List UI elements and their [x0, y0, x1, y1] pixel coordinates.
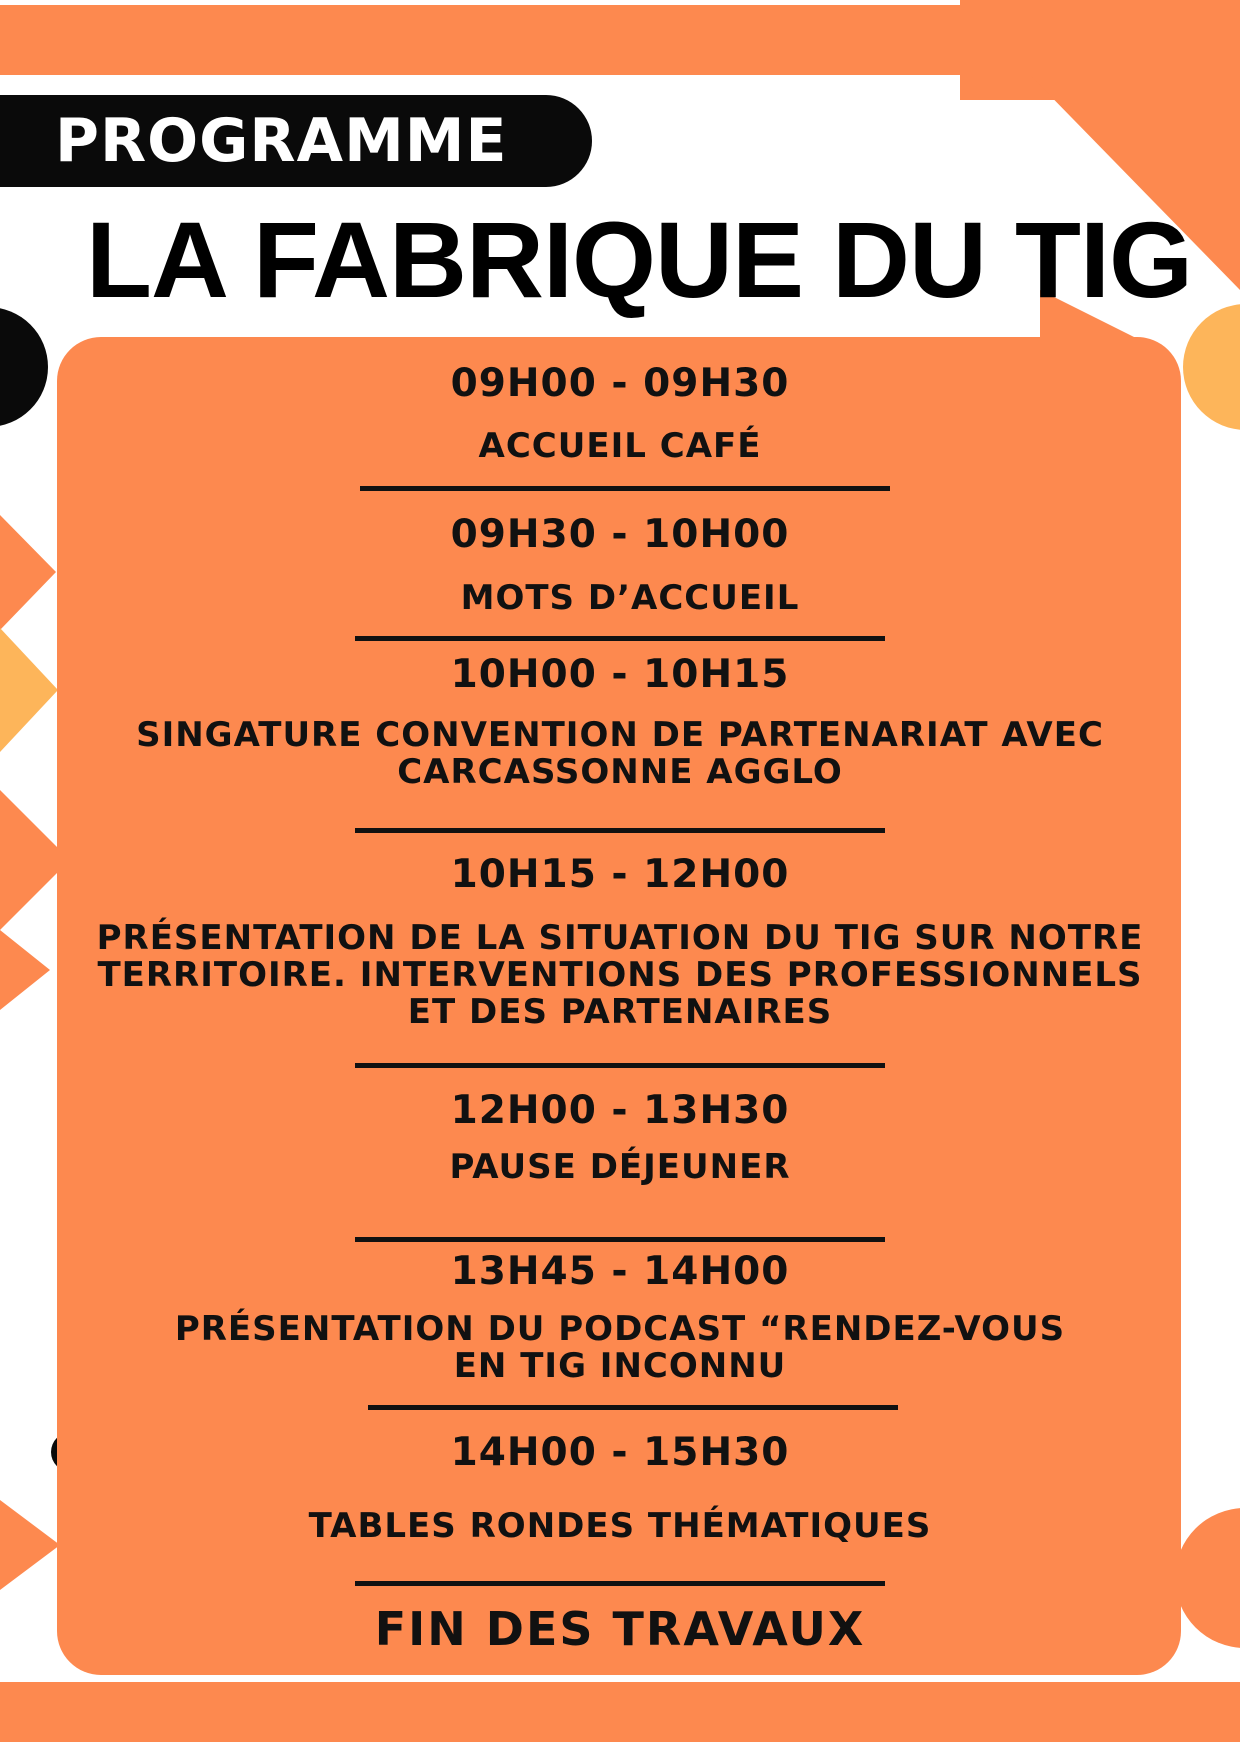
bottom-band	[0, 1682, 1240, 1742]
slot-4-time: 10H15 - 12H00	[450, 852, 790, 897]
slot-3-time: 10H00 - 10H15	[450, 652, 790, 697]
badge-text: PROGRAMME	[55, 106, 508, 176]
slot-6-activity-line-2: EN TIG INCONNU	[453, 1346, 787, 1386]
end-of-work: FIN DES TRAVAUX	[374, 1602, 866, 1656]
slot-4-activity-line-1: PRÉSENTATION DE LA SITUATION DU TIG SUR NOTRE	[96, 918, 1144, 958]
divider-5	[355, 1237, 885, 1242]
divider-1	[360, 486, 890, 491]
slot-4-activity-line-3: ET DES PARTENAIRES	[407, 992, 833, 1032]
slot-2-activity: MOTS D’ACCUEIL	[460, 578, 800, 618]
slot-5-time: 12H00 - 13H30	[450, 1088, 790, 1133]
slot-6-time: 13H45 - 14H00	[450, 1249, 790, 1294]
divider-6	[368, 1405, 898, 1410]
divider-4	[355, 1063, 885, 1068]
slot-4-activity-line-2: TERRITOIRE. INTERVENTIONS DES PROFESSIONNELS	[97, 955, 1143, 995]
slot-1-time: 09H00 - 09H30	[450, 361, 790, 406]
slot-1-activity: ACCUEIL CAFÉ	[478, 426, 762, 466]
programme-badge	[0, 95, 592, 187]
slot-7-activity: TABLES RONDES THÉMATIQUES	[308, 1506, 932, 1546]
page-title: LA FABRIQUE DU TIG	[86, 199, 1192, 320]
slot-7-time: 14H00 - 15H30	[450, 1430, 790, 1475]
slot-2-time: 09H30 - 10H00	[450, 512, 790, 557]
divider-3	[355, 828, 885, 833]
slot-3-activity-line-2: CARCASSONNE AGGLO	[397, 752, 843, 792]
divider-7	[355, 1581, 885, 1586]
slot-6-activity-line-1: PRÉSENTATION DU PODCAST “RENDEZ-VOUS	[174, 1309, 1066, 1349]
slot-5-activity: PAUSE DÉJEUNER	[449, 1147, 791, 1187]
divider-2	[355, 636, 885, 641]
slot-3-activity-line-1: SINGATURE CONVENTION DE PARTENARIAT AVEC	[136, 715, 1104, 755]
